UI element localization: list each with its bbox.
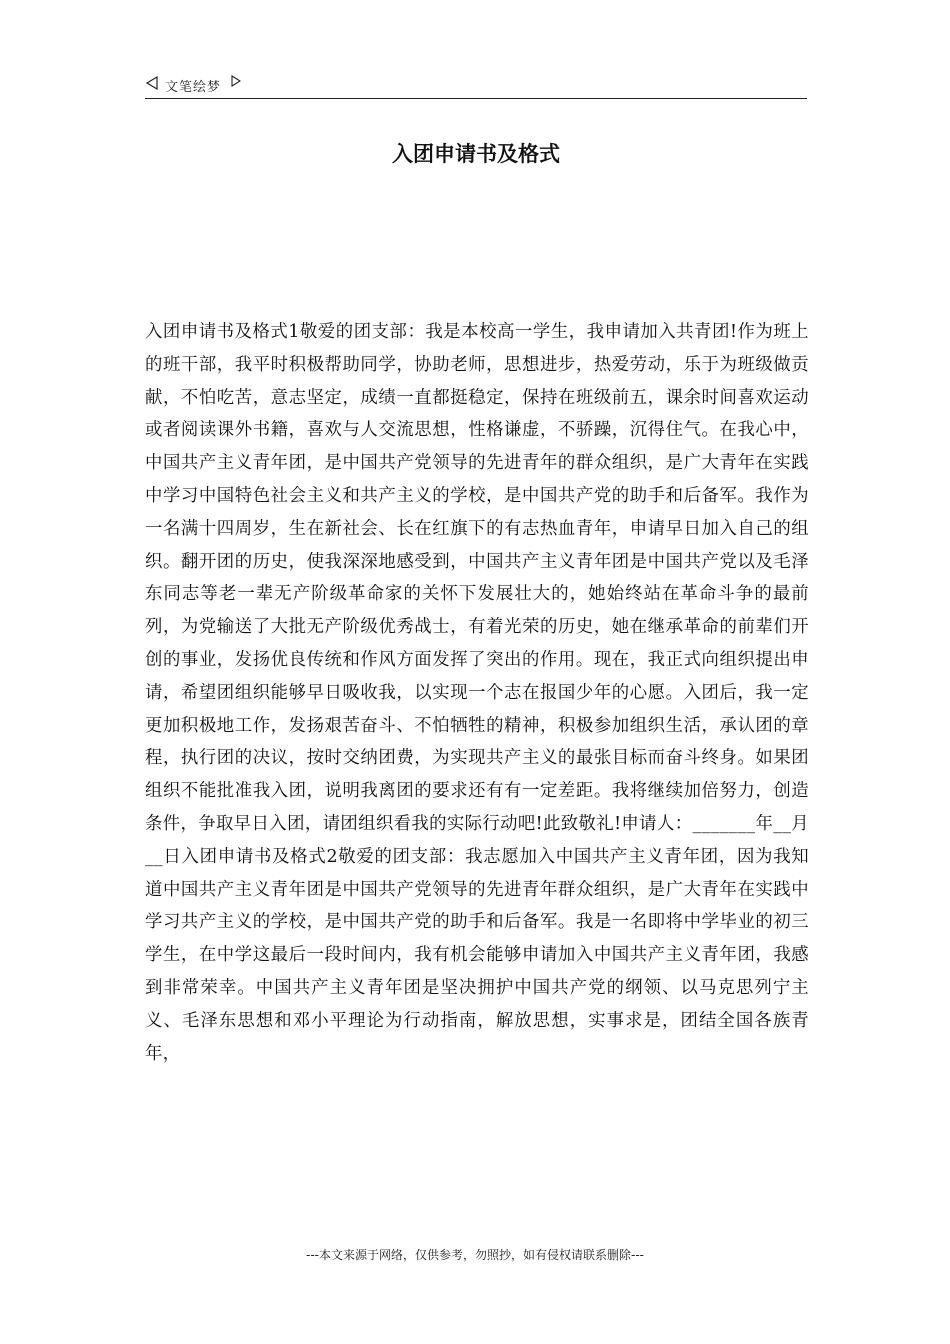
- header-brand: 文笔绘梦: [165, 80, 222, 95]
- triangle-right-icon: [231, 75, 241, 87]
- triangle-left-icon: [145, 76, 159, 90]
- document-body: 入团申请书及格式1敬爱的团支部：我是本校高一学生，我申请加入共青团!作为班上的班干部，我平时积极帮助同学，协助老师，思想进步，热爱劳动，乐于为班级做贡献，不怕吃苦，意志坚定，成绩一直都挺稳定，保持在班级前五，课余时间喜欢运动或者阅读课外书籍，喜欢与人交流思想，性格谦虚，不骄躁，沉得住气。在我心中，中国共产主义青年团，是中国共产党领导的先进青年的群众组织，是广大青年在实践中学习中国特色社会主义和共产主义的学校，是中国共产党的助手和后备军。我作为一名满十四周岁，生在新社会、长在红旗下的有志热血青年，申请早日加入自己的组织。翻开团的历史，使我深深地感受到，中国共产主义青年团是中国共产党以及毛泽东同志等老一辈无产阶级革命家的关怀下发展壮大的，她始终站在革命斗争的最前列，为党输送了大批无产阶级优秀战士，有着光荣的历史，她在继承革命的前辈们开创的事业，发扬优良传统和作风方面发挥了突出的作用。现在，我正式向组织提出申请，希望团组织能够早日吸收我，以实现一个志在报国少年的心愿。入团后，我一定更加积极地工作，发扬艰苦奋斗、不怕牺牲的精神，积极参加组织生活，承认团的章程，执行团的决议，按时交纳团费，为实现共产主义的最张目标而奋斗终身。如果团组织不能批准我入团，说明我离团的要求还有有一定差距。我将继续加倍努力，创造条件，争取早日入团，请团组织看我的实际行动吧!此致敬礼!申请人：_______年__月__日入团申请书及格式2敬爱的团支部：我志愿加入中国共产主义青年团，因为我知道中国共产主义青年团是中国共产党领导的先进青年群众组织，是广大青年在实践中学习共产主义的学校，是中国共产党的助手和后备军。我是一名即将中学毕业的初三学生，在中学这最后一段时间内，我有机会能够申请加入中国共产主义青年团，我感到非常荣幸。中国共产主义青年团是坚决拥护中国共产党的纲领、以马克思列宁主义、毛泽东思想和邓小平理论为行动指南，解放思想，实事求是，团结全国各族青年，: [145, 322, 809, 1064]
- footer-notice: ---本文来源于网络，仅供参考，勿照抄，如有侵权请联系删除---: [306, 1248, 644, 1262]
- page-header: [145, 72, 807, 99]
- document-title: 入团申请书及格式: [392, 142, 560, 166]
